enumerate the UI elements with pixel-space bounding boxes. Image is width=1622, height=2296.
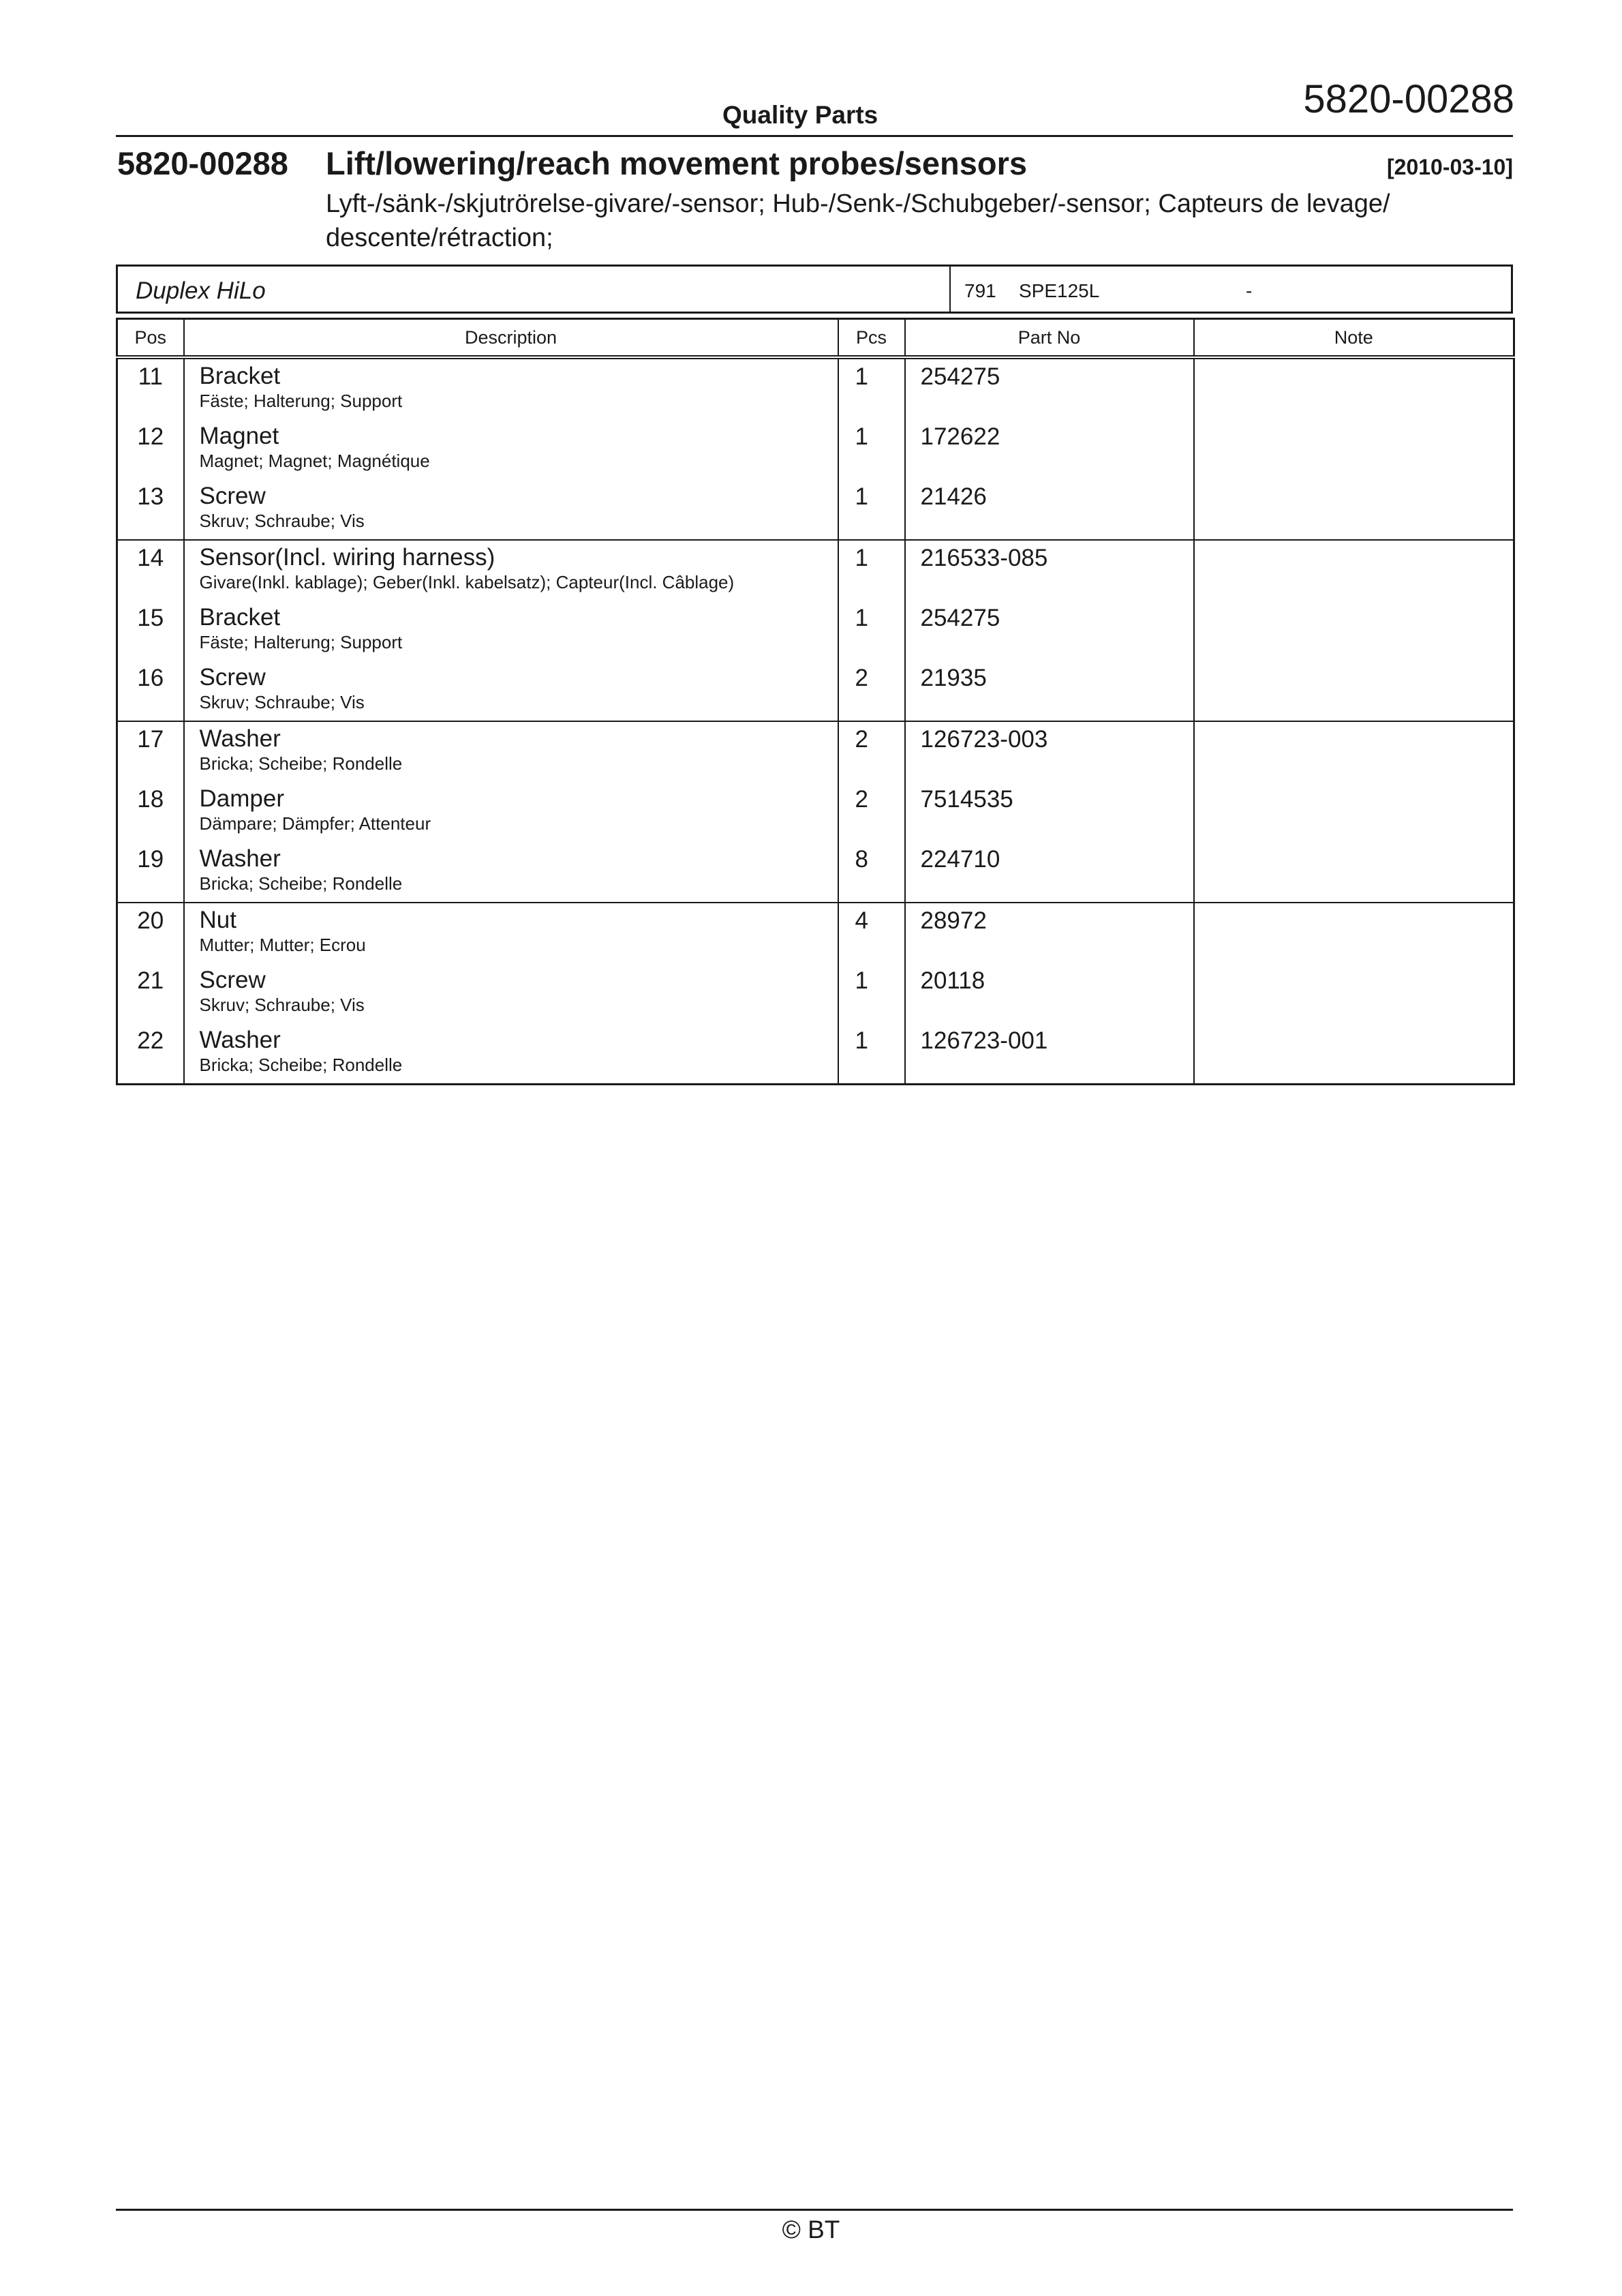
description-main: Washer [199, 845, 281, 872]
cell-pcs: 2 [838, 661, 905, 721]
table-row [117, 842, 1514, 903]
model-extra: - [1246, 280, 1253, 301]
description-main: Screw [199, 483, 266, 509]
cell-pcs: 1 [838, 1023, 905, 1085]
header-divider [116, 135, 1513, 137]
table-row [117, 540, 1514, 601]
cell-pcs: 1 [838, 419, 905, 479]
cell-description [184, 842, 838, 903]
model-box-divider [949, 267, 951, 312]
description-translations: Skruv; Schraube; Vis [199, 511, 365, 531]
cell-note [1194, 903, 1514, 963]
cell-pos: 18 [117, 782, 184, 842]
parts-table-body [117, 357, 1514, 1085]
description-translations: Fäste; Halterung; Support [199, 632, 403, 652]
cell-pos: 13 [117, 479, 184, 540]
description-translations: Skruv; Schraube; Vis [199, 995, 365, 1015]
page-subtitle: Lyft-/sänk-/skjutrörelse-givare/-sensor; Hub-/Senk-/Schubgeber/-sensor; Capteurs de levage/ descente/rétraction; [326, 190, 1390, 252]
cell-note [1194, 721, 1514, 782]
table-row [117, 782, 1514, 842]
cell-note [1194, 601, 1514, 661]
cell-part-no: 216533-085 [905, 540, 1194, 601]
cell-pcs: 1 [838, 601, 905, 661]
cell-note [1194, 419, 1514, 479]
cell-description [184, 419, 838, 479]
column-header-pcs: Pcs [838, 319, 905, 358]
description-main: Sensor(Incl. wiring harness) [199, 544, 495, 571]
revision-date: [2010-03-10] [1387, 155, 1513, 179]
page-title: Lift/lowering/reach movement probes/sensors [326, 145, 1028, 181]
cell-part-no: 172622 [905, 419, 1194, 479]
cell-part-no: 21426 [905, 479, 1194, 540]
cell-pos: 17 [117, 721, 184, 782]
cell-pos: 19 [117, 842, 184, 903]
header-part-number: 5820-00288 [1303, 77, 1514, 121]
column-header-part-no: Part No [905, 319, 1194, 358]
cell-pcs: 2 [838, 721, 905, 782]
table-row [117, 721, 1514, 782]
cell-note [1194, 540, 1514, 601]
model-box [116, 265, 1513, 314]
cell-pcs: 4 [838, 903, 905, 963]
cell-description [184, 782, 838, 842]
description-main: Washer [199, 1027, 281, 1053]
table-row [117, 903, 1514, 963]
cell-pcs: 2 [838, 782, 905, 842]
cell-description [184, 661, 838, 721]
cell-pos: 22 [117, 1023, 184, 1085]
cell-pos: 16 [117, 661, 184, 721]
parts-table [116, 318, 1515, 1085]
column-header-note: Note [1194, 319, 1514, 358]
cell-note [1194, 842, 1514, 903]
table-row [117, 963, 1514, 1023]
footer-divider [116, 2209, 1513, 2211]
table-row [117, 479, 1514, 540]
description-translations: Skruv; Schraube; Vis [199, 692, 365, 712]
cell-part-no: 126723-001 [905, 1023, 1194, 1085]
description-translations: Magnet; Magnet; Magnétique [199, 451, 430, 471]
header-quality-parts: Quality Parts [722, 101, 878, 129]
description-main: Nut [199, 907, 236, 933]
cell-description [184, 963, 838, 1023]
cell-part-no: 254275 [905, 357, 1194, 419]
cell-pos: 20 [117, 903, 184, 963]
column-header-pos: Pos [117, 319, 184, 358]
cell-description [184, 540, 838, 601]
cell-part-no: 224710 [905, 842, 1194, 903]
cell-pos: 21 [117, 963, 184, 1023]
cell-note [1194, 782, 1514, 842]
group-number: 5820-00288 [117, 145, 288, 181]
cell-part-no: 254275 [905, 601, 1194, 661]
cell-note [1194, 357, 1514, 419]
cell-pos: 14 [117, 540, 184, 601]
model-name: Duplex HiLo [136, 277, 266, 304]
cell-description [184, 721, 838, 782]
footer-copyright: © BT [782, 2216, 840, 2244]
description-main: Screw [199, 967, 266, 993]
model-code: 791 [964, 280, 996, 301]
cell-part-no: 28972 [905, 903, 1194, 963]
cell-pos: 15 [117, 601, 184, 661]
column-header-description: Description [184, 319, 838, 358]
description-translations: Bricka; Scheibe; Rondelle [199, 1055, 403, 1075]
table-row [117, 661, 1514, 721]
cell-description [184, 357, 838, 419]
cell-note [1194, 1023, 1514, 1085]
description-translations: Givare(Inkl. kablage); Geber(Inkl. kabelsatz); Capteur(Incl. Câblage) [199, 572, 735, 592]
cell-pcs: 8 [838, 842, 905, 903]
cell-description [184, 479, 838, 540]
cell-note [1194, 479, 1514, 540]
cell-part-no: 21935 [905, 661, 1194, 721]
description-main: Bracket [199, 363, 281, 389]
description-translations: Mutter; Mutter; Ecrou [199, 935, 366, 955]
cell-pos: 12 [117, 419, 184, 479]
table-header-row [117, 319, 1514, 358]
cell-pcs: 1 [838, 357, 905, 419]
description-main: Washer [199, 725, 281, 752]
cell-part-no: 126723-003 [905, 721, 1194, 782]
cell-part-no: 20118 [905, 963, 1194, 1023]
cell-note [1194, 963, 1514, 1023]
cell-part-no: 7514535 [905, 782, 1194, 842]
table-row [117, 601, 1514, 661]
cell-note [1194, 661, 1514, 721]
description-main: Bracket [199, 604, 281, 631]
table-row [117, 357, 1514, 419]
table-row [117, 419, 1514, 479]
description-main: Damper [199, 785, 284, 812]
description-translations: Fäste; Halterung; Support [199, 391, 403, 411]
description-translations: Bricka; Scheibe; Rondelle [199, 873, 403, 894]
cell-pcs: 1 [838, 963, 905, 1023]
cell-description [184, 601, 838, 661]
table-row [117, 1023, 1514, 1085]
description-translations: Dämpare; Dämpfer; Attenteur [199, 813, 431, 834]
cell-pcs: 1 [838, 540, 905, 601]
description-translations: Bricka; Scheibe; Rondelle [199, 753, 403, 774]
cell-pcs: 1 [838, 479, 905, 540]
cell-description [184, 1023, 838, 1085]
description-main: Screw [199, 664, 266, 691]
cell-description [184, 903, 838, 963]
model-variant: SPE125L [1019, 280, 1100, 301]
cell-pos: 11 [117, 357, 184, 419]
description-main: Magnet [199, 423, 279, 449]
